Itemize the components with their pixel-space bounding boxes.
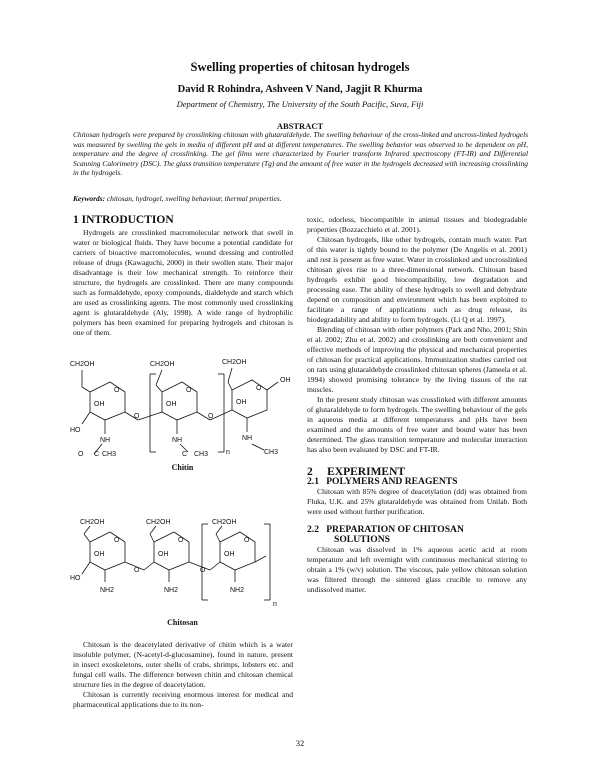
chem-nh2: NH2	[230, 587, 245, 594]
intro-paragraph-6: Blending of chitosan with other polymers (Park and Nho, 2001; Shin et al. 2002; Zhu et al. 2002) and crosslinking are both convenient and effective methods of improving the physical and mechanical properties of chitosan for practical applications. Immunization studies carried out on rats using glutaraldehyde crosslinked chitosan spheres (Jameela et al. 1994) showed promising tolerance by the living tissues of the rat muscles.	[307, 325, 527, 394]
chem-ch2oh: CH2OH	[80, 519, 105, 526]
intro-paragraph-4: toxic, odorless, biocompatible in animal tissues and biodegradable properties (Bozzacchielo et al. 2001).	[307, 215, 527, 234]
affiliation: Department of Chemistry, The University of the South Pacific, Suva, Fiji	[176, 99, 424, 109]
chem-o: O	[114, 537, 120, 544]
chitin-label: Chitin	[171, 463, 194, 472]
chem-c: C	[94, 451, 100, 457]
keywords-label: Keywords:	[73, 194, 106, 203]
chem-nh2: NH2	[164, 587, 179, 594]
section-1-heading: 1 INTRODUCTION	[73, 214, 174, 226]
chem-n: n	[226, 449, 230, 456]
section-2-2-heading-cont: SOLUTIONS	[334, 534, 390, 545]
chem-c: C	[182, 451, 188, 457]
right-column	[307, 215, 527, 595]
left-column-bottom	[73, 640, 293, 710]
chem-o: O	[134, 567, 140, 574]
abstract-heading: ABSTRACT	[276, 121, 324, 131]
chem-ch2oh: CH2OH	[146, 519, 171, 526]
keywords	[73, 194, 528, 203]
chem-o: O	[208, 413, 214, 420]
chitin-structure	[70, 352, 295, 457]
intro-paragraph-2: Chitosan is the deacetylated derivative of chitin which is a water insoluble polymer, (N-acetyl-d-glucosamine), found in nature, present in insect exoskeletons, outer shells of crabs, shrimps, lobsters etc. and fungal cell walls. The difference between chitin and chitosan chemical structure lies in the degree of deacetylation.	[73, 640, 293, 689]
chem-o: O	[256, 385, 262, 392]
chem-ch3: CH3	[194, 451, 209, 457]
chem-ch2oh: CH2OH	[150, 361, 175, 368]
chem-oh: OH	[236, 399, 247, 406]
chem-o: O	[244, 537, 250, 544]
chem-n: n	[273, 601, 277, 606]
chem-oh: OH	[94, 551, 105, 558]
chem-nh: NH	[100, 437, 111, 444]
chem-oh: OH	[280, 377, 291, 384]
section-2-2-heading: 2.2 PREPARATION OF CHITOSAN	[307, 524, 464, 535]
chem-o: O	[114, 387, 120, 394]
chem-oh: OH	[158, 551, 169, 558]
chem-ch2oh: CH2OH	[222, 359, 247, 366]
intro-paragraph-3: Chitosan is currently receiving enormous interest for medical and pharmaceutical applications due to its non-	[73, 690, 293, 709]
chem-oh: OH	[166, 401, 177, 408]
chem-ch2oh: CH2OH	[212, 519, 237, 526]
chem-nh: NH	[242, 435, 253, 442]
chem-o: O	[186, 387, 192, 394]
section-2-heading: 2 EXPERIMENT	[307, 466, 406, 478]
chem-o: O	[78, 451, 84, 457]
intro-paragraph-7: In the present study chitosan was crosslinked with different amounts of glutaraldehyde to form hydrogels. The swelling behaviour of the gels in aqueous media at different temperatures and pHs have been examined and the amounts of free water and bound water has been determined. The glass transition temperature and molecular interaction has also been evaluated by DSC and FT-IR.	[307, 395, 527, 454]
chem-ho: HO	[70, 427, 81, 434]
experiment-paragraph-2: Chitosan was dissolved in 1% aqueous acetic acid at room temperature and left overnight with continuous mechanical stirring to obtain a 1% (w/v) solution. The viscous, pale yellow chitosan solution was filtered through the sintered glass crucible to remove any undissolved matter.	[307, 545, 527, 594]
chem-o: O	[134, 413, 140, 420]
authors: David R Rohindra, Ashveen V Nand, Jagjit R Khurma	[177, 84, 423, 95]
chem-ch3: CH3	[264, 449, 279, 456]
chem-oh: OH	[94, 401, 105, 408]
intro-paragraph-5: Chitosan hydrogels, like other hydrogels, contain much water. Part of this water is tightly bound to the polymer (De Angelis et al. 2001) and rest is present as free water. Water in crosslinked and uncrosslinked chitosan gives rise to a three-dimensional network. Chitosan based hydrogels exhibit good biocompatibility, low degradation and processing ease. The ability of these hydrogels to swell and dehydrate depend on composition and environment which has been exploited to facilitate a range of applications such as drug release, its biodegradability and ability to form hydrogels. (Li Q et al. 1997).	[307, 235, 527, 324]
chem-o: O	[178, 537, 184, 544]
section-2-1-heading: 2.1 POLYMERS AND REAGENTS	[307, 476, 458, 487]
abstract-text: Chitosan hydrogels were prepared by crosslinking chitosan with glutaraldehyde. The swelling behaviour of the cross-linked and uncross-linked hydrogels was measured by swelling the gels in media of different pH and at different temperatures. The swelling behavior was observed to be dependent on pH, temperature and the degree of crosslinking. The gel films were characterized by Fourier transform Infrared spectroscopy (FT-IR) and Differential Scanning Calorimetry (DSC). The glass transition temperature (Tg) and the amount of free water in the hydrogels decreased with increasing crosslinking in the hydrogels.	[73, 130, 528, 177]
chem-nh2: NH2	[100, 587, 115, 594]
paper-title: Swelling properties of chitosan hydrogels	[190, 60, 410, 74]
chem-ho: HO	[70, 575, 81, 582]
chem-ch2oh: CH2OH	[70, 361, 95, 368]
left-column	[73, 215, 293, 338]
chem-o: O	[200, 567, 206, 574]
chitosan-structure	[70, 516, 295, 606]
page-number: 32	[295, 738, 305, 748]
chem-ch3: CH3	[102, 451, 117, 457]
intro-paragraph-1: Hydrogels are crosslinked macromolecular network that swell in water or biological fluids. They have become a potential candidate for carriers of bioactive macromolecules, wound dressing and controlled release of drugs (Kawaguchi, 2000) in their swollen state. Their major disadvantage is their low mechanical strength. To reinforce their structure, the hydrogels are crosslinked. There are many compounds such as formaldehyde, epoxy compounds, dialdehyde and starch which are used as crosslinking agents. The most commonly used crosslinking agent is glutaraldehyde (Aly, 1998). A wide range of hydrophilic polymers has been examined for preparing hydrogels and chitosan is one of them.	[73, 228, 293, 337]
chitosan-label: Chitosan	[167, 618, 198, 627]
chem-nh: NH	[172, 437, 183, 444]
chem-oh: OH	[224, 551, 235, 558]
experiment-paragraph-1: Chitosan with 85% degree of deacetylation (dd) was obtained from Fluka, U.K. and 25% glutaraldehyde was obtained from Unilab. Both were used without further purification.	[307, 487, 527, 516]
keywords-text: chitosan, hydrogel, swelling behaviour, thermal properties.	[106, 194, 282, 203]
